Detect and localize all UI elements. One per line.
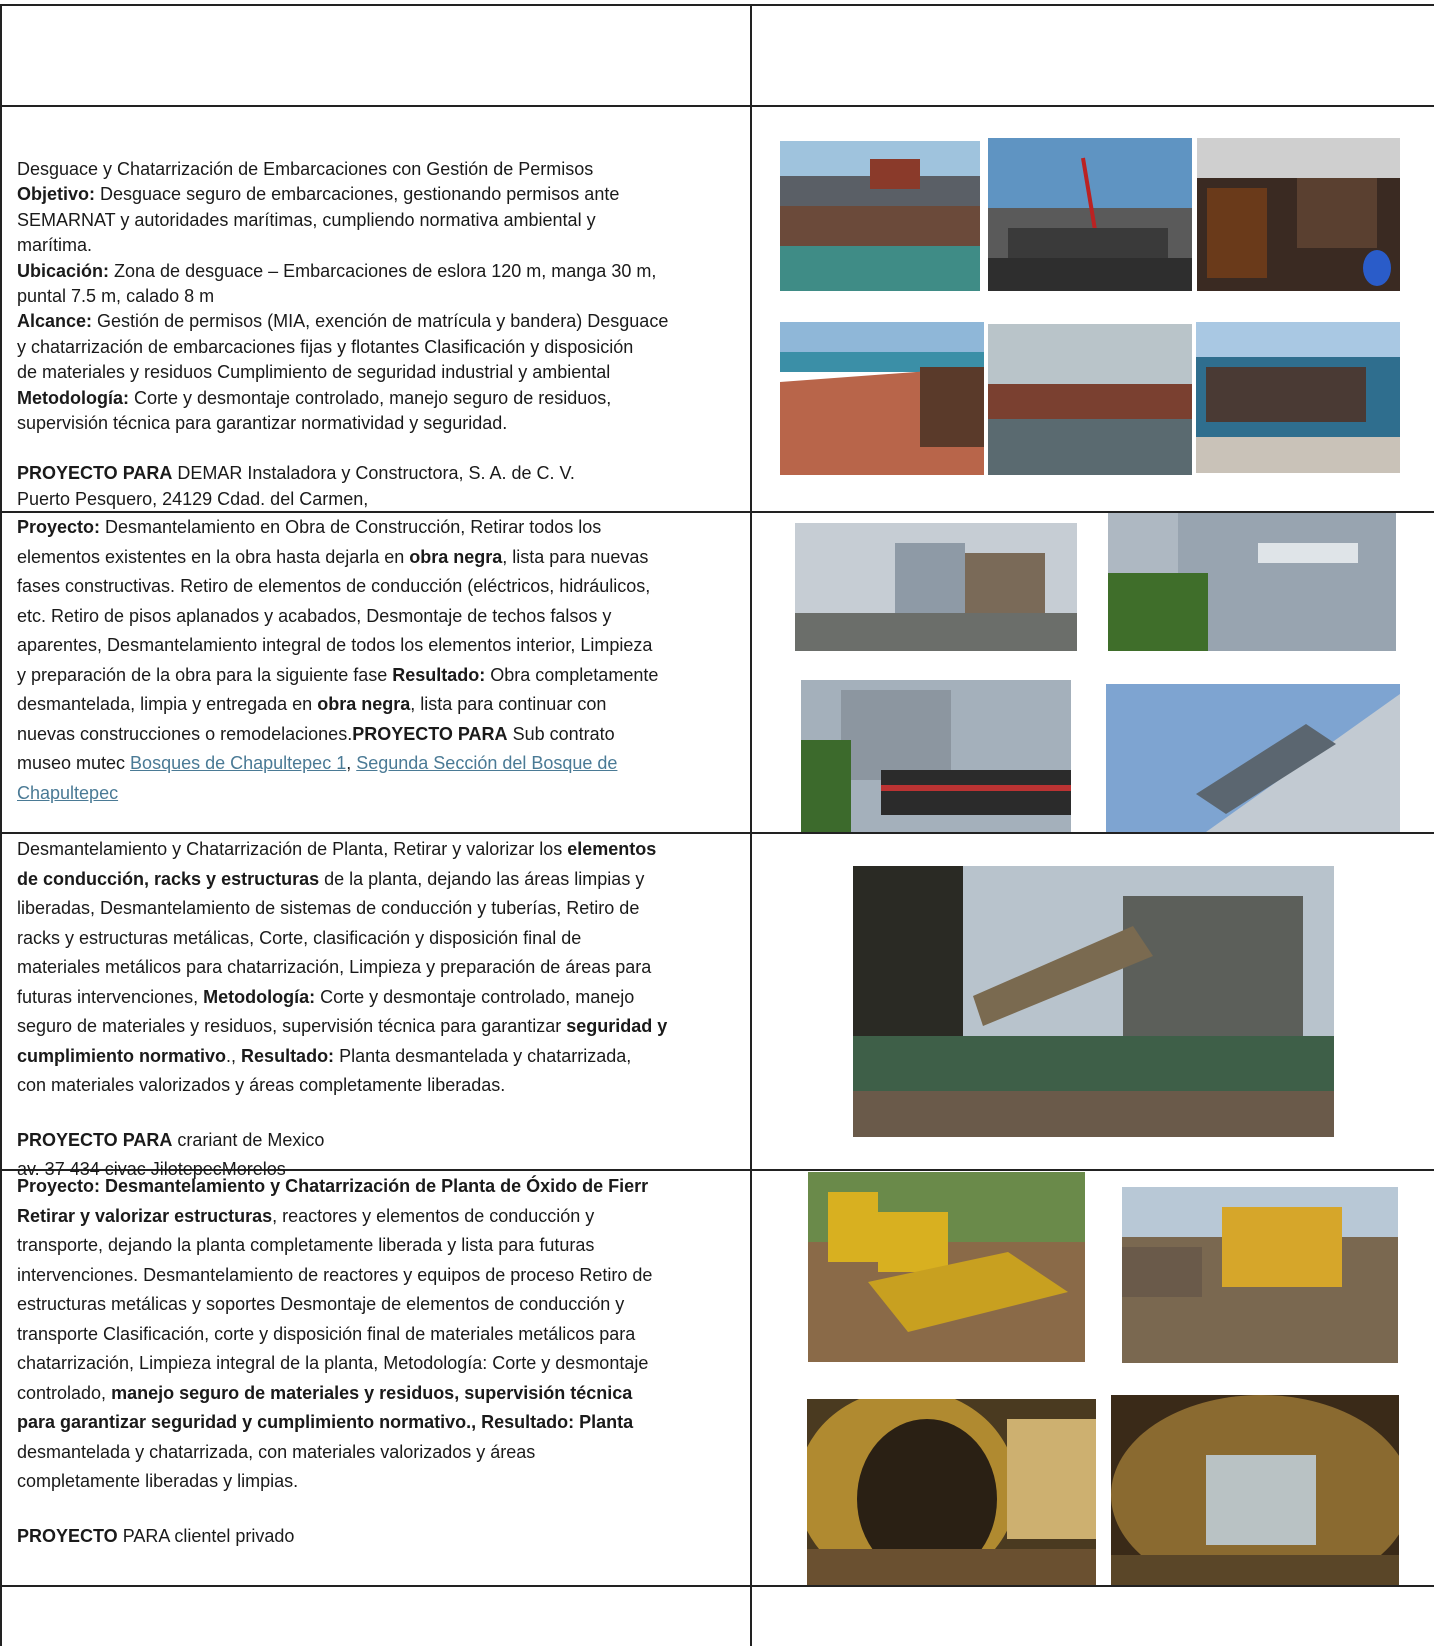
description-line: Desmantelamiento y Chatarrización de Planta, Retirar y valorizar los [17, 839, 568, 859]
description-line: elementos existentes en la obra hasta dejarla en [17, 546, 410, 567]
project-1-description [17, 157, 737, 512]
description-line: ., [226, 1045, 242, 1066]
address-link-segunda-seccion[interactable]: Segunda Sección del Bosque de [356, 753, 618, 773]
metodologia-label: Metodología: [17, 387, 129, 408]
description-line: aparentes, Desmantelamiento integral de todos los elementos interior, Limpieza [17, 635, 653, 655]
objetivo-text: marítima. [17, 235, 93, 256]
emphasis-text: de conducción, racks y estructuras [17, 868, 320, 889]
emphasis-text: obra negra [409, 546, 503, 567]
metodologia-text: supervisión técnica para garantizar normatividad y seguridad. [17, 413, 508, 434]
rusted-barge-photo [988, 324, 1192, 475]
column-divider [750, 4, 752, 1646]
client-address: Puerto Pesquero, 24129 Cdad. del Carmen, [17, 488, 369, 509]
description-line: completamente liberadas y limpias. [17, 1471, 299, 1491]
plant-dismantling-photo [853, 866, 1334, 1137]
description-line: nuevas construcciones o remodelaciones. [17, 723, 353, 744]
client-name: museo mutec [17, 753, 131, 773]
alcance-label: Alcance: [17, 311, 93, 332]
project-4-title: Proyecto: Desmantelamiento y Chatarrización de Planta de Óxido de Fierr [17, 1176, 649, 1196]
tank-interior-photo [1111, 1395, 1399, 1585]
description-line: transporte Clasificación, corte y disposición final de materiales metálicos para [17, 1323, 636, 1344]
table-border-left [0, 4, 2, 1646]
description-line: intervenciones. Desmantelamiento de reactores y equipos de proceso Retiro de [17, 1264, 653, 1285]
yellow-tanks-photo [808, 1172, 1085, 1362]
description-line: chatarrización, Limpieza integral de la planta, Metodología: Corte y desmontaje [17, 1353, 649, 1373]
description-line: transporte, dejando la planta completamente liberada y lista para futuras [17, 1235, 595, 1255]
description-line: con materiales valorizados y áreas completamente liberadas. [17, 1075, 506, 1095]
signage-photo [1106, 684, 1400, 832]
project-1-title: Desguace y Chatarrización de Embarcaciones con Gestión de Permisos [17, 159, 594, 179]
description-line: materiales metálicos para chatarrización, Limpieza y preparación de áreas para [17, 957, 652, 977]
alcance-text: de materiales y residuos Cumplimiento de seguridad industrial y ambiental [17, 362, 611, 383]
description-line: controlado, [17, 1382, 112, 1403]
separator: , [346, 753, 357, 773]
objetivo-text: Desguace seguro de embarcaciones, gestionando permisos ante [95, 184, 620, 205]
ship-scrapping-photo [780, 141, 980, 291]
description-line: Desmantelamiento en Obra de Construcción, Retirar todos los [100, 517, 602, 537]
metodologia-text: Corte y desmontaje controlado, manejo seguro de residuos, [128, 387, 612, 408]
proyecto-para-label: PROYECTO PARA [17, 1129, 173, 1150]
client-name: DEMAR Instaladora y Constructora, S. A. de C. V. [172, 463, 575, 484]
description-line: Planta desmantelada y chatarrizada, [334, 1045, 632, 1066]
description-line: y preparación de la obra para la siguiente fase [17, 664, 393, 685]
proyecto-label: Proyecto: [17, 517, 101, 537]
description-line: liberadas, Desmantelamiento de sistemas de conducción y tuberías, Retiro de [17, 898, 640, 918]
emphasis-text: cumplimiento normativo [17, 1045, 227, 1066]
client-name: crariant de Mexico [172, 1129, 325, 1150]
description-line: etc. Retiro de pisos aplanados y acabados, Desmontaje de techos falsos y [17, 605, 612, 626]
project-3-description [17, 835, 737, 1185]
description-line: seguro de materiales y residuos, supervisión técnica para garantizar [17, 1016, 567, 1036]
emphasis-text: elementos [567, 839, 657, 859]
row-divider [0, 105, 1434, 107]
ubicacion-label: Ubicación: [17, 260, 110, 281]
train-car-photo [801, 680, 1071, 832]
alcance-text: Gestión de permisos (MIA, exención de matrícula y bandera) Desguace [92, 311, 669, 332]
row-divider [0, 832, 1434, 834]
emphasis-text: seguridad y [566, 1016, 668, 1036]
client-name: Sub contrato [507, 723, 615, 744]
table-border-top [0, 4, 1434, 6]
description-line: , reactores y elementos de conducción y [272, 1205, 595, 1226]
address-link-segunda-seccion[interactable]: Chapultepec [17, 782, 119, 803]
description-line: desmantelada, limpia y entregada en [17, 694, 318, 714]
proyecto-para-label: PROYECTO PARA [352, 723, 508, 744]
proyecto-label: PROYECTO [17, 1525, 118, 1546]
emphasis-text: Retirar y valorizar estructuras [17, 1205, 273, 1226]
description-line: futuras intervenciones, [17, 986, 204, 1007]
description-line: , lista para continuar con [410, 694, 607, 714]
resultado-label: Resultado: [241, 1045, 335, 1066]
emphasis-text: obra negra [317, 694, 411, 714]
alcance-text: y chatarrización de embarcaciones fijas y flotantes Clasificación y disposición [17, 336, 634, 357]
description-line: de la planta, dejando las áreas limpias y [319, 868, 645, 889]
resultado-label: Resultado: [392, 664, 486, 685]
emphasis-text: para garantizar seguridad y cumplimiento normativo., Resultado: Planta [17, 1412, 634, 1432]
objetivo-label: Objetivo: [17, 184, 96, 205]
tank-cutting-photo [807, 1399, 1096, 1585]
ubicacion-text: puntal 7.5 m, calado 8 m [17, 286, 215, 307]
client-name: PARA clientel privado [117, 1525, 295, 1546]
description-line: desmantelada y chatarrizada, con materiales valorizados y áreas [17, 1441, 536, 1462]
address-link-bosques[interactable]: Bosques de Chapultepec 1 [130, 753, 347, 773]
description-line: fases constructivas. Retiro de elementos de conducción (eléctricos, hidráulicos, [17, 576, 651, 596]
client-address: av. 37 434 civac JilotepecMorelos [17, 1159, 286, 1179]
burnt-hull-photo [1197, 138, 1400, 291]
description-line: Corte y desmontaje controlado, manejo [315, 986, 635, 1007]
proyecto-para-label: PROYECTO PARA [17, 463, 173, 484]
description-line: estructuras metálicas y soportes Desmontaje de elementos de conducción y [17, 1294, 625, 1314]
metodologia-label: Metodología: [203, 986, 316, 1007]
emphasis-text: manejo seguro de materiales y residuos, supervisión técnica [111, 1382, 633, 1403]
objetivo-text: SEMARNAT y autoridades marítimas, cumpliendo normativa ambiental y [17, 209, 596, 230]
project-2-description [17, 513, 737, 808]
description-line: Obra completamente [485, 664, 659, 685]
mutec-facade-photo [1108, 513, 1396, 651]
barge-deck-photo [780, 322, 984, 475]
crane-ship-photo [988, 138, 1192, 291]
sunken-barge-photo [1196, 322, 1400, 473]
museum-demolition-photo [795, 523, 1077, 651]
description-line: racks y estructuras metálicas, Corte, clasificación y disposición final de [17, 927, 582, 948]
row-divider [0, 1585, 1434, 1587]
ubicacion-text: Zona de desguace – Embarcaciones de eslora 120 m, manga 30 m, [109, 260, 657, 281]
project-4-description [17, 1172, 737, 1551]
description-line: , lista para nuevas [502, 546, 649, 567]
yellow-equipment-photo [1122, 1187, 1398, 1363]
